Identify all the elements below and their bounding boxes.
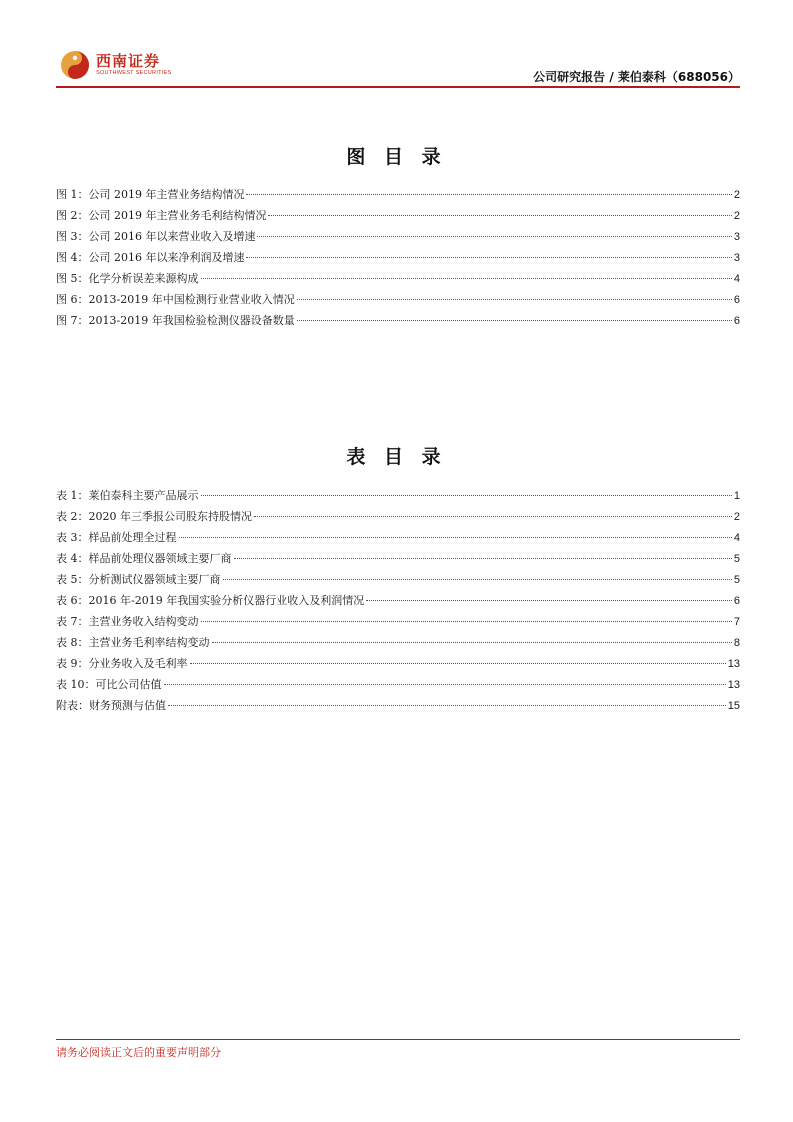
toc-entry-label: 图 6：2013-2019 年中国检测行业营业收入情况 bbox=[56, 293, 295, 306]
figure-toc-entry[interactable] bbox=[56, 184, 740, 205]
toc-dot-leader bbox=[297, 299, 732, 300]
figure-toc-entry[interactable] bbox=[56, 310, 740, 331]
toc-entry-page: 2 bbox=[733, 189, 740, 201]
toc-entry-page: 13 bbox=[727, 658, 740, 670]
toc-entry-page: 5 bbox=[733, 574, 740, 586]
toc-entry-label: 图 1：公司 2019 年主营业务结构情况 bbox=[56, 188, 245, 201]
toc-dot-leader bbox=[168, 705, 726, 706]
page-header bbox=[56, 46, 740, 90]
toc-entry-label: 表 10：可比公司估值 bbox=[56, 678, 162, 691]
figure-toc-entry[interactable] bbox=[56, 268, 740, 289]
toc-dot-leader bbox=[268, 215, 731, 216]
toc-entry-label: 表 5：分析测试仪器领域主要厂商 bbox=[56, 573, 221, 586]
toc-entry-label: 表 7：主营业务收入结构变动 bbox=[56, 615, 199, 628]
table-toc-entry[interactable] bbox=[56, 611, 740, 632]
company-logo bbox=[56, 46, 172, 84]
toc-dot-leader bbox=[246, 194, 731, 195]
tables-toc bbox=[56, 485, 740, 716]
toc-entry-label: 表 4：样品前处理仪器领域主要厂商 bbox=[56, 552, 232, 565]
footer-disclaimer: 请务必阅读正文后的重要声明部分 bbox=[56, 1046, 221, 1059]
toc-entry-page: 7 bbox=[733, 616, 740, 628]
figure-toc-entry[interactable] bbox=[56, 226, 740, 247]
toc-entry-page: 13 bbox=[727, 679, 740, 691]
toc-dot-leader bbox=[190, 663, 726, 664]
toc-entry-page: 8 bbox=[733, 637, 740, 649]
toc-entry-page: 15 bbox=[727, 700, 740, 712]
table-toc-entry[interactable] bbox=[56, 632, 740, 653]
toc-entry-page: 3 bbox=[733, 252, 740, 264]
tables-title: 表 目 录 bbox=[346, 446, 447, 468]
toc-entry-page: 5 bbox=[733, 553, 740, 565]
table-toc-entry[interactable] bbox=[56, 695, 740, 716]
toc-entry-page: 4 bbox=[733, 273, 740, 285]
table-toc-entry[interactable] bbox=[56, 485, 740, 506]
toc-entry-page: 2 bbox=[733, 210, 740, 222]
toc-entry-label: 图 3：公司 2016 年以来营业收入及增速 bbox=[56, 230, 256, 243]
logo-emblem-icon bbox=[60, 50, 90, 80]
toc-entry-label: 表 1：莱伯泰科主要产品展示 bbox=[56, 489, 199, 502]
figures-title: 图 目 录 bbox=[346, 146, 447, 168]
toc-dot-leader bbox=[212, 642, 732, 643]
toc-dot-leader bbox=[254, 516, 732, 517]
toc-entry-label: 表 9：分业务收入及毛利率 bbox=[56, 657, 188, 670]
toc-entry-page: 6 bbox=[733, 595, 740, 607]
logo-text-en: SOUTHWEST SECURITIES bbox=[96, 70, 172, 76]
table-toc-entry[interactable] bbox=[56, 674, 740, 695]
toc-dot-leader bbox=[164, 684, 726, 685]
footer-divider bbox=[56, 1039, 740, 1040]
toc-entry-page: 1 bbox=[733, 490, 740, 502]
toc-entry-label: 表 6：2016 年-2019 年我国实验分析仪器行业收入及利润情况 bbox=[56, 594, 365, 607]
toc-entry-page: 3 bbox=[733, 231, 740, 243]
report-type: 公司研究报告 / 莱伯泰科（688056） bbox=[533, 70, 740, 84]
toc-entry-page: 2 bbox=[733, 511, 740, 523]
toc-entry-label: 表 3：样品前处理全过程 bbox=[56, 531, 177, 544]
toc-dot-leader bbox=[257, 236, 731, 237]
toc-entry-label: 附表：财务预测与估值 bbox=[56, 699, 166, 712]
table-toc-entry[interactable] bbox=[56, 548, 740, 569]
figure-toc-entry[interactable] bbox=[56, 247, 740, 268]
toc-dot-leader bbox=[246, 257, 731, 258]
toc-dot-leader bbox=[297, 320, 732, 321]
toc-entry-label: 图 2：公司 2019 年主营业务毛利结构情况 bbox=[56, 209, 267, 222]
table-toc-entry[interactable] bbox=[56, 653, 740, 674]
toc-dot-leader bbox=[234, 558, 732, 559]
logo-text-cn: 西南证券 bbox=[96, 52, 161, 70]
figure-toc-entry[interactable] bbox=[56, 205, 740, 226]
table-toc-entry[interactable] bbox=[56, 506, 740, 527]
toc-entry-label: 图 4：公司 2016 年以来净利润及增速 bbox=[56, 251, 245, 264]
toc-entry-label: 图 5：化学分析误差来源构成 bbox=[56, 272, 199, 285]
toc-entry-page: 4 bbox=[733, 532, 740, 544]
table-toc-entry[interactable] bbox=[56, 590, 740, 611]
toc-entry-label: 表 2：2020 年三季报公司股东持股情况 bbox=[56, 510, 252, 523]
toc-dot-leader bbox=[223, 579, 732, 580]
toc-dot-leader bbox=[201, 621, 732, 622]
toc-dot-leader bbox=[201, 495, 732, 496]
header-divider bbox=[56, 86, 740, 88]
figures-toc bbox=[56, 184, 740, 331]
table-toc-entry[interactable] bbox=[56, 569, 740, 590]
figure-toc-entry[interactable] bbox=[56, 289, 740, 310]
toc-dot-leader bbox=[366, 600, 732, 601]
toc-dot-leader bbox=[179, 537, 732, 538]
toc-entry-page: 6 bbox=[733, 315, 740, 327]
toc-dot-leader bbox=[201, 278, 732, 279]
toc-entry-page: 6 bbox=[733, 294, 740, 306]
toc-entry-label: 图 7：2013-2019 年我国检验检测仪器设备数量 bbox=[56, 314, 295, 327]
toc-entry-label: 表 8：主营业务毛利率结构变动 bbox=[56, 636, 210, 649]
table-toc-entry[interactable] bbox=[56, 527, 740, 548]
